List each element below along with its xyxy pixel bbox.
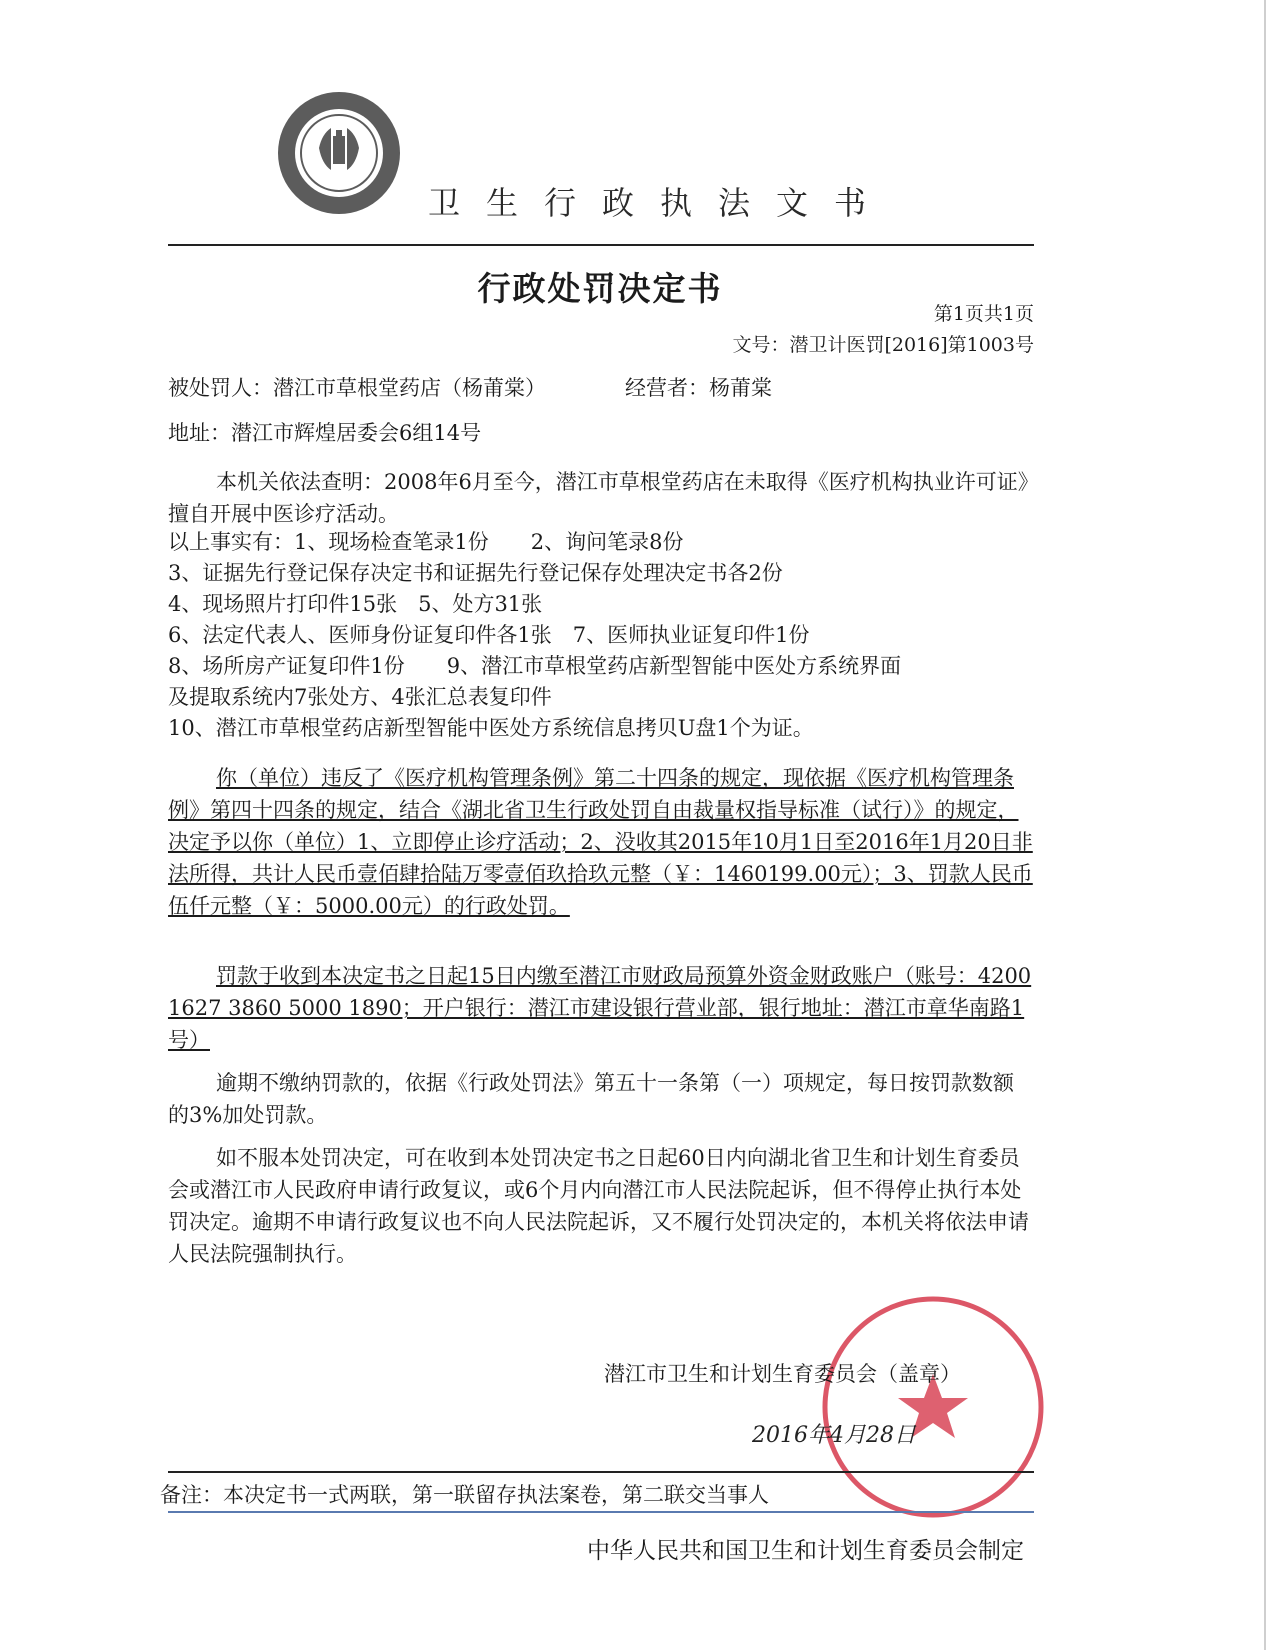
evidence-line: 3、证据先行登记保存决定书和证据先行登记保存处理决定书各2份 — [168, 561, 783, 585]
note-top-rule — [168, 1471, 1034, 1473]
footer-issuer: 中华人民共和国卫生和计划生育委员会制定 — [587, 1538, 1024, 1564]
page-edge — [1264, 0, 1266, 1650]
appeal-paragraph: 如不服本处罚决定，可在收到本处罚决定书之日起60日内向湖北省卫生和计划生育委员会或潜江市人民政府申请行政复议，或6个月内向潜江市人民法院起诉，但不得停止执行本处罚决定。逾期不申请行政复议也不向人民法院起诉，又不履行处罚决定的，本机关将依法申请人民法院强制执行。 — [168, 1146, 1029, 1266]
official-seal-icon — [818, 1292, 1048, 1522]
evidence-line: 8、场所房产证复印件1份 9、潜江市草根堂药店新型智能中医处方系统界面 — [168, 654, 902, 678]
address: 地址：潜江市辉煌居委会6组14号 — [168, 421, 482, 445]
document-title: 行政处罚决定书 — [477, 269, 723, 308]
page-count: 第1页共1页 — [933, 303, 1034, 325]
decision-paragraph: 你（单位）违反了《医疗机构管理条例》第二十四条的规定，现依据《医疗机构管理条例》第四十四条的规定，结合《湖北省卫生行政处罚自由裁量权指导标准（试行）》的规定，决定予以你（单位）1、立即停止诊疗活动；2、没收其2015年10月1日至2016年1月20日非法所得，共计人民币壹佰肆拾陆万零壹佰玖拾玖元整（￥：1460199.00元）；3、罚款人民币伍仟元整（￥：5000.00元）的行政处罚。 — [168, 766, 1033, 918]
note-bottom-rule — [168, 1511, 1034, 1513]
health-inspection-emblem-icon — [276, 90, 402, 216]
evidence-line: 及提取系统内7张处方、4张汇总表复印件 — [168, 685, 552, 709]
payment-paragraph: 罚款于收到本决定书之日起15日内缴至潜江市财政局预算外资金财政账户（账号：4200 1627 3860 5000 1890；开户银行：潜江市建设银行营业部，银行地址：潜江市章华南路1号） — [168, 964, 1032, 1052]
evidence-line: 6、法定代表人、医师身份证复印件各1张 7、医师执业证复印件1份 — [168, 623, 810, 647]
evidence-line: 以上事实有：1、现场检查笔录1份 2、询问笔录8份 — [168, 530, 684, 554]
penalized-party: 被处罚人：潜江市草根堂药店（杨莆棠） — [168, 376, 546, 400]
signature-date: 2016年4月28日 — [752, 1423, 916, 1448]
document-category-header: 卫生行政执法文书 — [428, 184, 893, 222]
header-rule — [168, 244, 1034, 246]
evidence-line: 4、现场照片打印件15张 5、处方31张 — [168, 592, 543, 616]
operator: 经营者：杨莆棠 — [625, 376, 772, 400]
evidence-line: 10、潜江市草根堂药店新型智能中医处方系统信息拷贝U盘1个为证。 — [168, 716, 814, 740]
document-number: 文号：潜卫计医罚[2016]第1003号 — [732, 334, 1034, 356]
remarks-note: 备注：本决定书一式两联，第一联留存执法案卷，第二联交当事人 — [160, 1483, 769, 1507]
late-fee-paragraph: 逾期不缴纳罚款的，依据《行政处罚法》第五十一条第（一）项规定，每日按罚款数额的3%加处罚款。 — [168, 1071, 1014, 1127]
findings-paragraph: 本机关依法查明：2008年6月至今，潜江市草根堂药店在未取得《医疗机构执业许可证》擅自开展中医诊疗活动。 — [168, 470, 1029, 526]
issuing-organization: 潜江市卫生和计划生育委员会（盖章） — [604, 1362, 961, 1386]
